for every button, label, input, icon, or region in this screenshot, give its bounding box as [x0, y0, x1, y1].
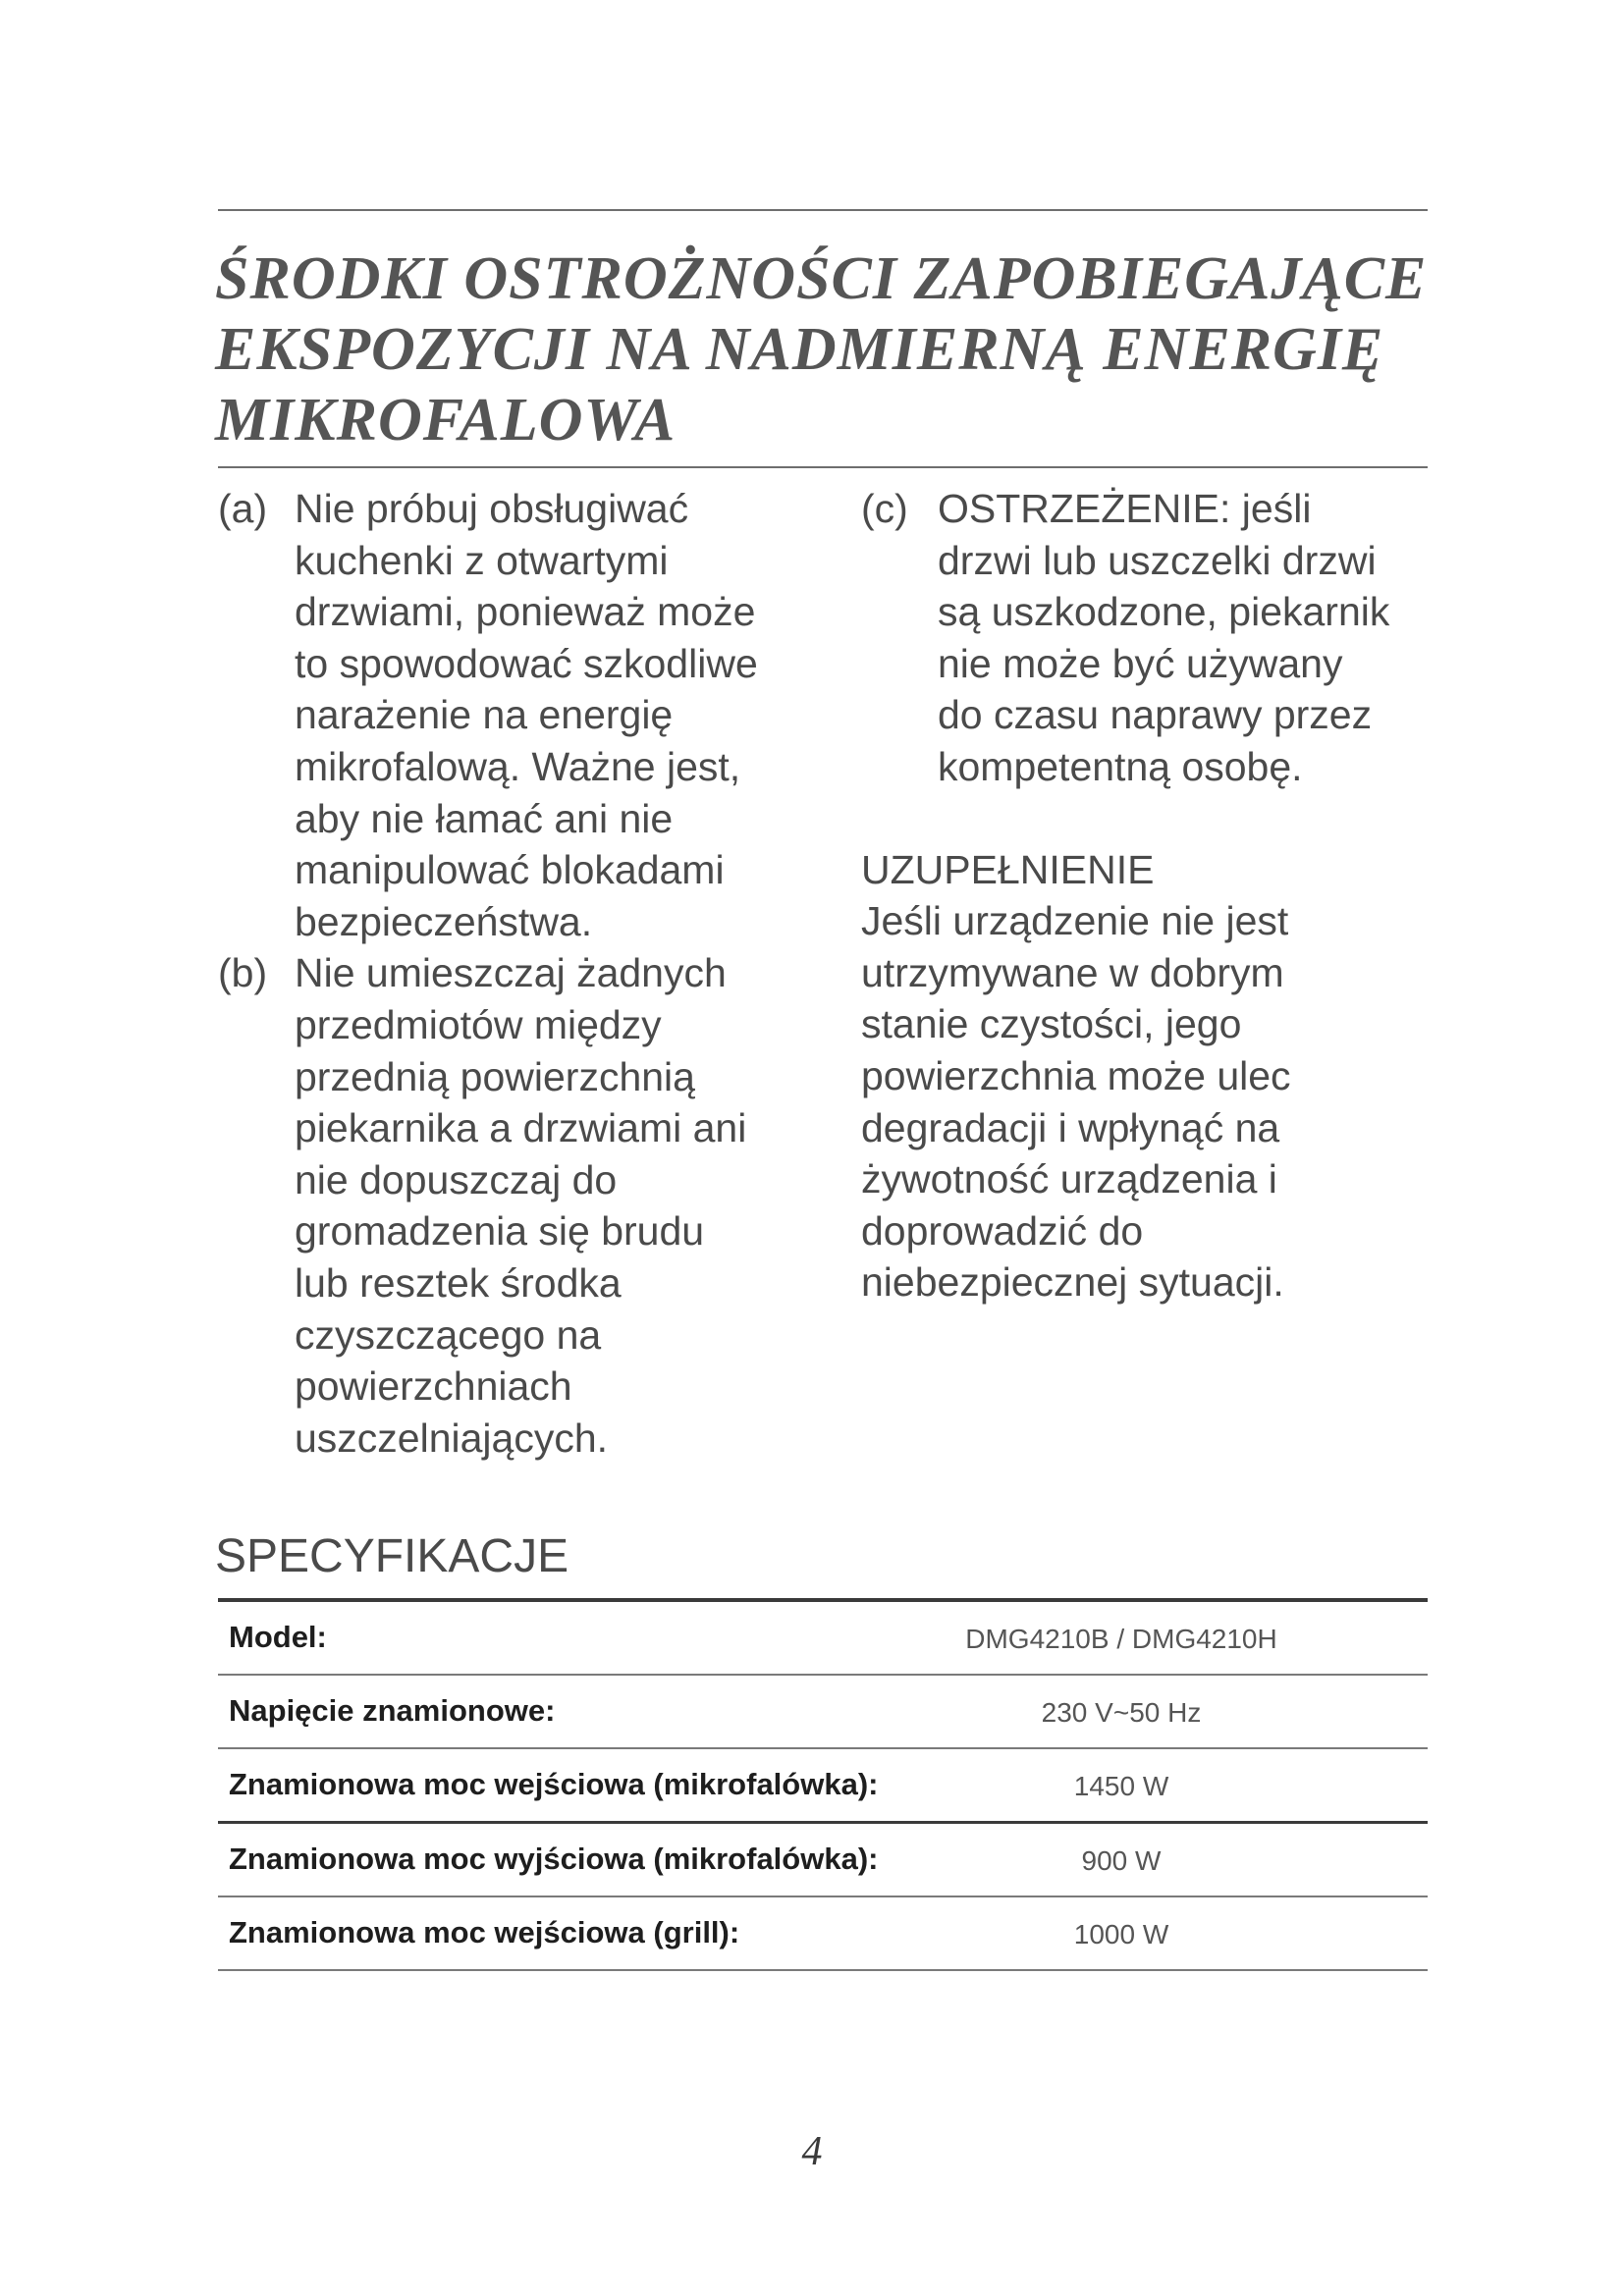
- supplement-line: żywotność urządzenia i: [861, 1156, 1277, 1202]
- precaution-c-line: OSTRZEŻENIE: jeśli: [938, 486, 1312, 531]
- spec-row-model: [218, 1602, 1428, 1676]
- precaution-c-line: są uszkodzone, piekarnik: [938, 589, 1390, 635]
- precaution-c-line: do czasu naprawy przez: [938, 692, 1373, 738]
- title-bottom-rule: [218, 466, 1428, 468]
- left-column: [218, 483, 807, 1464]
- precaution-b-marker: (b): [218, 950, 268, 996]
- precaution-a-marker: (a): [218, 486, 268, 531]
- specs-table: [218, 1598, 1428, 1971]
- spec-value: 230 V~50 Hz: [1041, 1697, 1202, 1728]
- precaution-b-line: przednią powierzchnią: [295, 1053, 695, 1099]
- precaution-b: [218, 947, 807, 1464]
- precaution-b-line: gromadzenia się brudu: [295, 1208, 705, 1255]
- spec-label: Znamionowa moc wejściowa (grill):: [229, 1915, 740, 1949]
- precaution-a-line: Nie próbuj obsługiwać: [295, 486, 689, 531]
- title-line-1: ŚRODKI OSTROŻNOŚCI ZAPOBIEGAJĄCE: [215, 245, 1428, 312]
- precaution-c-line: drzwi lub uszczelki drzwi: [938, 537, 1377, 583]
- precaution-b-line: Nie umieszczaj żadnych: [295, 950, 727, 996]
- supplement-line: degradacji i wpłynąć na: [861, 1104, 1280, 1150]
- page-number: 4: [801, 2129, 823, 2174]
- precaution-a: [218, 483, 807, 947]
- spec-row-output-power: [218, 1824, 1428, 1897]
- supplement-line: powierzchnia może ulec: [861, 1052, 1291, 1098]
- title-line-2: EKSPOZYCJI NA NADMIERNĄ ENERGIĘ: [215, 316, 1384, 383]
- page-title: [215, 243, 1433, 455]
- precaution-c-marker: (c): [861, 486, 908, 531]
- precaution-c-line: nie może być używany: [938, 640, 1343, 686]
- spec-label: Napięcie znamionowe:: [229, 1693, 556, 1728]
- precaution-c-line: kompetentną osobę.: [938, 743, 1303, 789]
- precaution-b-line: piekarnika a drzwiami ani: [295, 1105, 747, 1151]
- precaution-c: [861, 483, 1431, 793]
- precaution-b-line: powierzchniach: [295, 1363, 572, 1410]
- supplement-line: doprowadzić do: [861, 1207, 1144, 1254]
- precaution-a-line: manipulować blokadami: [295, 847, 725, 893]
- precaution-b-line: uszczelniających.: [295, 1415, 609, 1461]
- precaution-a-line: bezpieczeństwa.: [295, 898, 593, 944]
- spec-value: DMG4210B / DMG4210H: [965, 1624, 1277, 1654]
- specs-heading: SPECYFIKACJE: [215, 1530, 569, 1582]
- precaution-b-line: nie dopuszczaj do: [295, 1156, 618, 1202]
- precaution-a-line: mikrofalową. Ważne jest,: [295, 743, 741, 789]
- title-line-3: MIKROFALOWA: [215, 387, 677, 454]
- spec-value: 1450 W: [1073, 1771, 1169, 1801]
- right-column: [861, 483, 1431, 1308]
- precaution-a-line: kuchenki z otwartymi: [295, 537, 669, 583]
- supplement-line: utrzymywane w dobrym: [861, 949, 1284, 995]
- supplement-line: Jeśli urządzenie nie jest: [861, 898, 1289, 944]
- precaution-b-line: czyszczącego na: [295, 1311, 602, 1358]
- precaution-a-line: drzwiami, ponieważ może: [295, 589, 756, 635]
- spec-row-grill-power: [218, 1897, 1428, 1971]
- spec-row-input-power: [218, 1749, 1428, 1824]
- spec-value: 900 W: [1081, 1845, 1162, 1876]
- top-rule: [218, 209, 1428, 211]
- spec-label: Znamionowa moc wejściowa (mikrofalówka):: [229, 1767, 879, 1801]
- spec-label: Znamionowa moc wyjściowa (mikrofalówka):: [229, 1842, 879, 1876]
- supplement-text: [861, 895, 1431, 1308]
- spec-label: Model:: [229, 1620, 327, 1654]
- precaution-b-line: przedmiotów między: [295, 1001, 662, 1047]
- spec-value: 1000 W: [1073, 1919, 1169, 1949]
- precaution-b-line: lub resztek środka: [295, 1259, 622, 1306]
- supplement-line: stanie czystości, jego: [861, 1001, 1242, 1047]
- precaution-a-line: aby nie łamać ani nie: [295, 795, 674, 841]
- precaution-a-line: narażenie na energię: [295, 692, 674, 738]
- supplement-heading: UZUPEŁNIENIE: [861, 846, 1155, 892]
- supplement-line: niebezpiecznej sytuacji.: [861, 1259, 1284, 1306]
- precaution-a-line: to spowodować szkodliwe: [295, 640, 758, 686]
- spec-row-voltage: [218, 1676, 1428, 1749]
